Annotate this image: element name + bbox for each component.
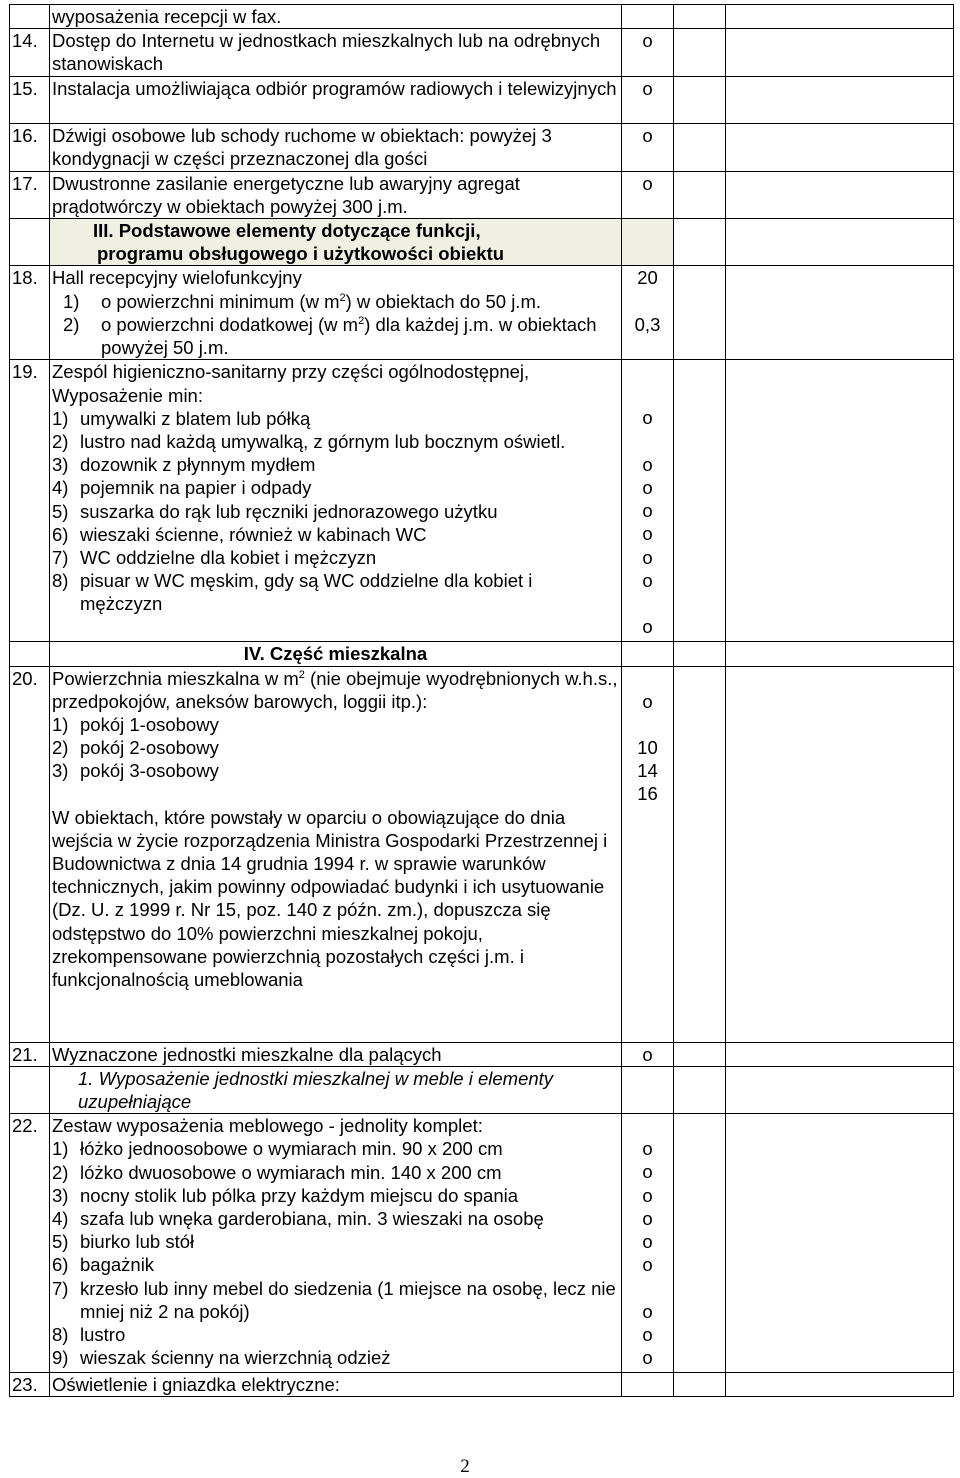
row-number: 22. [10, 1114, 50, 1373]
row-text: Zespól higieniczno-sanitarny przy części ogólnodostępnej, Wyposażenie min: [52, 361, 530, 406]
list-item-text: łóżko jednoosobowe o wymiarach min. 90 x 200 cm [80, 1138, 503, 1160]
table-row [10, 1373, 954, 1397]
list-item-number: 8) [52, 1324, 69, 1346]
list-item-text: lustro [80, 1324, 126, 1346]
list-item-value: o [642, 1207, 653, 1229]
section-header-row [10, 642, 954, 666]
list-item-text: wieszaki ścienne, również w kabinach WC [80, 523, 427, 545]
list-item-text: nocny stolik lub pólka przy każdym miejscu do spania [80, 1184, 519, 1206]
list-item [52, 759, 619, 782]
list-item-value: o [642, 1161, 653, 1183]
row-value: o [622, 1042, 674, 1066]
section-heading: III. Podstawowe elementy dotyczące funkcji, programu obsługowego i użytkowości obiektu [50, 219, 622, 266]
equipment-list [52, 407, 619, 616]
row-value: o [642, 690, 653, 712]
list-item [52, 569, 619, 615]
list-item [52, 430, 619, 453]
list-item-number: 9) [52, 1347, 69, 1369]
list-item [52, 1137, 619, 1160]
list-item [52, 1207, 619, 1230]
list-item-value: o [642, 1138, 653, 1160]
list-item-number: 2) [52, 1161, 69, 1183]
list-item-number: 3) [52, 454, 69, 476]
list-item-text: umywalki z blatem lub półką [80, 407, 311, 429]
list-item-value: o [642, 1184, 653, 1206]
row-value: o [622, 29, 674, 77]
row-text: Dostęp do Internetu w jednostkach mieszkalnych lub na odrębnych stanowiskach [50, 29, 622, 77]
list-item-text: wieszak ścienny na wierzchnią odzież [80, 1347, 391, 1369]
list-item-text: pokój 3-osobowy [80, 760, 219, 782]
list-item-number: 8) [52, 570, 69, 592]
row-number: 17. [10, 171, 50, 218]
page-number: 2 [460, 1456, 470, 1477]
table-row [10, 29, 954, 77]
table-row [10, 171, 954, 218]
section-header-row [10, 219, 954, 266]
furniture-list [52, 1137, 619, 1369]
row-value: 20 [637, 267, 658, 289]
list-item-value: o [642, 616, 653, 638]
list-item-text: dozownik z płynnym mydłem [80, 454, 316, 476]
list-item-value: o [642, 546, 653, 568]
table-row [10, 666, 954, 1042]
list-item-number: 2) [52, 431, 69, 453]
list-item-value: 16 [637, 783, 658, 805]
list-item-number: 4) [52, 477, 69, 499]
subsection-row [10, 1066, 954, 1113]
row-number: 19. [10, 360, 50, 642]
subsection-heading: 1. Wyposażenie jednostki mieszkalnej w meble i elementy uzupełniające [50, 1066, 622, 1113]
list-item [52, 523, 619, 546]
row-number: 20. [10, 666, 50, 1042]
list-item-number: 5) [52, 1231, 69, 1253]
row-text: Instalacja umożliwiająca odbiór programów radiowych i telewizyjnych [50, 77, 622, 124]
list-item-text: pokój 2-osobowy [80, 737, 219, 759]
row-number: 21. [10, 1042, 50, 1066]
list-item-number: 7) [52, 1277, 69, 1299]
row-text: Wyznaczone jednostki mieszkalne dla palących [50, 1042, 622, 1066]
list-item-text: WC oddzielne dla kobiet i mężczyzn [80, 547, 377, 569]
list-item [52, 713, 619, 736]
list-item: 1) o powierzchni minimum (w $m^2$) w obiektach do 50 j.m. [63, 290, 541, 312]
list-item [52, 1184, 619, 1207]
list-item-value: o [642, 523, 653, 545]
table-row [10, 77, 954, 124]
list-item-text: biurko lub stół [80, 1231, 195, 1253]
list-item-value: o [642, 1346, 653, 1368]
list-item-number: 1) [52, 1138, 69, 1160]
list-item-value: o [642, 453, 653, 475]
list-item-text: lóżko dwuosobowe o wymiarach min. 140 x 200 cm [80, 1161, 502, 1183]
row-value: 0,3 [634, 313, 661, 335]
list-item-text: pokój 1-osobowy [80, 714, 219, 736]
list-item [52, 500, 619, 523]
row-text: Dwustronne zasilanie energetyczne lub awaryjny agregat prądotwórczy w obiektach powyżej 300 j.m. [50, 171, 622, 218]
row-text: Hall recepcyjny wielofunkcyjny [52, 267, 302, 289]
list-item-text: krzesło lub inny mebel do siedzenia (1 miejsce na osobę, lecz nie mniej niż 2 na pokój) [80, 1277, 616, 1322]
list-item-value: o [642, 1254, 653, 1276]
list-item [52, 407, 619, 430]
list-item-number: 7) [52, 547, 69, 569]
list-item-number: 3) [52, 1184, 69, 1206]
list-item-text: pojemnik na papier i odpady [80, 477, 312, 499]
list-item-number: 4) [52, 1208, 69, 1230]
list-item-number: 2) [52, 737, 69, 759]
list-item-number: 1) [52, 407, 69, 429]
list-item-value: 10 [637, 736, 658, 758]
list-item-number: 3) [52, 760, 69, 782]
table-row [10, 360, 954, 642]
row-number: 15. [10, 77, 50, 124]
list-item-value: o [642, 1323, 653, 1345]
list-item-value: o [642, 1300, 653, 1322]
row-number: 23. [10, 1373, 50, 1397]
list-item-value: o [642, 569, 653, 591]
row-text: Oświetlenie i gniazdka elektryczne: [50, 1373, 622, 1397]
table-row [10, 5, 954, 29]
row-number: 16. [10, 124, 50, 171]
row-number: 18. [10, 266, 50, 360]
list-item-value: o [642, 477, 653, 498]
row-value: o [622, 171, 674, 218]
list-item [52, 453, 619, 476]
list-item [52, 1277, 619, 1323]
list-item-number: 5) [52, 500, 69, 522]
table-row [10, 124, 954, 171]
list-item [52, 476, 619, 499]
list-item-text: bagażnik [80, 1254, 155, 1276]
list-item-text: szafa lub wnęka garderobiana, min. 3 wieszaki na osobę [80, 1208, 544, 1230]
table-row [10, 266, 954, 360]
list-item [52, 1230, 619, 1253]
list-item [52, 1346, 619, 1369]
list-item-value: o [642, 1230, 653, 1252]
list-item-value: o [642, 500, 653, 522]
table-row [10, 1114, 954, 1373]
list-item-number: 6) [52, 523, 69, 545]
list-item-value: o [642, 407, 653, 429]
list-item [52, 1323, 619, 1346]
row-text: Dźwigi osobowe lub schody ruchome w obiektach: powyżej 3 kondygnacji w części przeznaczonej dla gości [50, 124, 622, 171]
exception-note: W obiektach, które powstały w oparciu o obowiązujące do dnia wejścia w życie rozporządzenia Ministra Gospodarki Przestrzennej i Budownictwa z dnia 14 grudnia 1994 r. w sprawie warunków technicznych, jakim powinny odpowiadać budynki i ich usytuowanie (Dz. U. z 1999 r. Nr 15, poz. 140 z późn. zm.), dopuszcza się odstępstwo do 10% powierzchni mieszkalnej pokoju, zrekompensowane powierzchnią pozostałych części j.m. i funkcjonalnością umeblowania [52, 806, 608, 991]
list-item-text: pisuar w WC męskim, gdy są WC oddzielne dla kobiet i mężczyzn [80, 570, 533, 615]
list-item [52, 1161, 619, 1184]
list-item [52, 546, 619, 569]
table-row [10, 1042, 954, 1066]
list-item-number: 6) [52, 1254, 69, 1276]
list-item-text: lustro nad każdą umywalką, z górnym lub bocznym oświetl. [80, 431, 566, 453]
list-item [52, 736, 619, 759]
list-item: 2) o powierzchni dodatkowej (w $m^2$) dla każdej j.m. w obiektach powyżej 50 j.m. [63, 313, 597, 359]
row-text: Zestaw wyposażenia meblowego - jednolity komplet: [52, 1115, 483, 1137]
list-item-number: 1) [52, 714, 69, 736]
list-item [52, 1253, 619, 1276]
row-number: 14. [10, 29, 50, 77]
row-value: o [622, 124, 674, 171]
list-item-text: suszarka do rąk lub ręczniki jednorazowego użytku [80, 500, 498, 522]
row-text: wyposażenia recepcji w fax. [50, 5, 622, 29]
row-text: Powierzchnia mieszkalna w $m^2$ (nie obejmuje wyodrębnionych w.h.s., przedpokojów, aneksów barowych, loggii itp.): [52, 667, 618, 712]
list-item-value: 14 [637, 760, 658, 782]
section-heading: IV. Część mieszkalna [50, 642, 622, 666]
requirements-table [9, 4, 954, 1397]
row-value: o [622, 77, 674, 124]
room-list [52, 713, 619, 783]
